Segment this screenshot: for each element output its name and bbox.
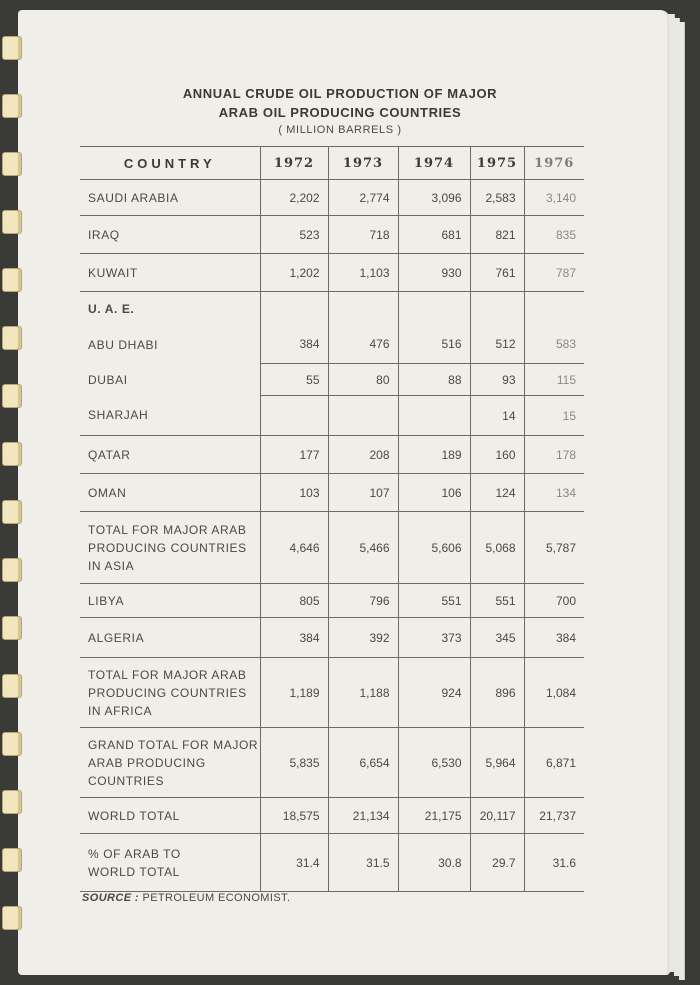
cell-value — [398, 292, 470, 326]
row-label: SAUDI ARABIA — [80, 180, 260, 216]
cell-value: 5,787 — [524, 512, 584, 584]
cell-value: 1,189 — [260, 658, 328, 728]
row-label: KUWAIT — [80, 254, 260, 292]
spiral-ring — [2, 848, 22, 872]
cell-value: 583 — [524, 326, 584, 364]
cell-value: 3,140 — [524, 180, 584, 216]
row-label-line: IN AFRICA — [88, 703, 153, 718]
cell-value: 6,530 — [398, 728, 470, 798]
cell-value: 1,188 — [328, 658, 398, 728]
cell-value: 21,737 — [524, 798, 584, 834]
row-label-line: ARAB PRODUCING — [88, 755, 206, 770]
cell-value: 516 — [398, 326, 470, 364]
row-label-line: GRAND TOTAL FOR MAJOR — [88, 737, 259, 752]
cell-value: 88 — [398, 364, 470, 396]
cell-value: 115 — [524, 364, 584, 396]
row-label-uae: U. A. E. — [80, 292, 260, 326]
row-label: QATAR — [80, 436, 260, 474]
cell-value: 15 — [524, 396, 584, 436]
cell-value: 718 — [328, 216, 398, 254]
cell-value: 2,774 — [328, 180, 398, 216]
table-row — [80, 254, 584, 292]
cell-value: 31.6 — [524, 834, 584, 892]
cell-value: 124 — [470, 474, 524, 512]
cell-value: 6,654 — [328, 728, 398, 798]
cell-value: 1,202 — [260, 254, 328, 292]
cell-value: 373 — [398, 618, 470, 658]
spiral-ring — [2, 906, 22, 930]
cell-value: 30.8 — [398, 834, 470, 892]
cell-value: 681 — [398, 216, 470, 254]
cell-value: 31.4 — [260, 834, 328, 892]
table-row — [80, 180, 584, 216]
cell-value: 160 — [470, 436, 524, 474]
spiral-ring — [2, 442, 22, 466]
header-row — [80, 147, 584, 180]
row-label-line: COUNTRIES — [88, 773, 165, 788]
row-label: OMAN — [80, 474, 260, 512]
row-label: WORLD TOTAL — [80, 798, 260, 834]
spiral-ring — [2, 558, 22, 582]
row-label — [80, 834, 260, 892]
cell-value: 551 — [470, 584, 524, 618]
spiral-ring — [2, 152, 22, 176]
cell-value: 5,606 — [398, 512, 470, 584]
table-row — [80, 474, 584, 512]
cell-value: 134 — [524, 474, 584, 512]
header-year: 1973 — [328, 147, 398, 180]
table-row — [80, 618, 584, 658]
cell-value: 512 — [470, 326, 524, 364]
spiral-ring — [2, 500, 22, 524]
cell-value: 551 — [398, 584, 470, 618]
spiral-ring — [2, 326, 22, 350]
cell-value — [470, 292, 524, 326]
spiral-ring — [2, 616, 22, 640]
cell-value: 3,096 — [398, 180, 470, 216]
cell-value: 106 — [398, 474, 470, 512]
cell-value: 6,871 — [524, 728, 584, 798]
cell-value — [260, 396, 328, 436]
table-row — [80, 396, 584, 436]
header-country: COUNTRY — [80, 147, 260, 180]
row-label: ABU DHABI — [88, 337, 159, 352]
table-row-total — [80, 658, 584, 728]
cell-value: 835 — [524, 216, 584, 254]
cell-value: 345 — [470, 618, 524, 658]
header-year: 1975 — [470, 147, 524, 180]
cell-value — [398, 396, 470, 436]
header-year: 1974 — [398, 147, 470, 180]
table-title-line1: ANNUAL CRUDE OIL PRODUCTION OF MAJOR — [182, 86, 498, 101]
row-label: SHARJAH — [88, 408, 149, 423]
table-row — [80, 216, 584, 254]
table-row-grand-total — [80, 728, 584, 798]
cell-value: 29.7 — [470, 834, 524, 892]
cell-value: 21,175 — [398, 798, 470, 834]
cell-value: 93 — [470, 364, 524, 396]
spiral-ring — [2, 210, 22, 234]
table-row — [80, 436, 584, 474]
cell-value — [328, 292, 398, 326]
cell-value: 821 — [470, 216, 524, 254]
cell-value: 20,117 — [470, 798, 524, 834]
row-label: IRAQ — [80, 216, 260, 254]
row-label-line: IN ASIA — [88, 558, 135, 573]
cell-value: 896 — [470, 658, 524, 728]
cell-value: 1,084 — [524, 658, 584, 728]
cell-value: 2,583 — [470, 180, 524, 216]
row-label — [80, 658, 260, 728]
cell-value: 796 — [328, 584, 398, 618]
cell-value: 384 — [524, 618, 584, 658]
cell-value — [328, 396, 398, 436]
oil-production-table — [80, 146, 584, 892]
cell-value: 189 — [398, 436, 470, 474]
cell-value: 384 — [260, 618, 328, 658]
cell-value: 107 — [328, 474, 398, 512]
table-row — [80, 326, 584, 364]
cell-value: 523 — [260, 216, 328, 254]
cell-value: 103 — [260, 474, 328, 512]
source-text: PETROLEUM ECONOMIST. — [142, 892, 291, 904]
source-note — [82, 892, 290, 904]
row-label-line: % OF ARAB TO — [88, 846, 181, 861]
cell-value — [524, 292, 584, 326]
spiral-ring — [2, 790, 22, 814]
cell-value: 21,134 — [328, 798, 398, 834]
cell-value: 5,068 — [470, 512, 524, 584]
table-subtitle: ( MILLION BARRELS ) — [278, 124, 402, 136]
row-label-line: PRODUCING COUNTRIES — [88, 685, 247, 700]
cell-value: 178 — [524, 436, 584, 474]
cell-value: 5,466 — [328, 512, 398, 584]
cell-value: 384 — [260, 326, 328, 364]
row-label-line: TOTAL FOR MAJOR ARAB — [88, 667, 247, 682]
cell-value: 805 — [260, 584, 328, 618]
header-year: 1972 — [260, 147, 328, 180]
cell-value: 1,103 — [328, 254, 398, 292]
row-label-line: WORLD TOTAL — [88, 864, 180, 879]
table-row-section — [80, 292, 584, 326]
cell-value — [260, 292, 328, 326]
cell-value: 700 — [524, 584, 584, 618]
cell-value: 476 — [328, 326, 398, 364]
cell-value: 18,575 — [260, 798, 328, 834]
cell-value: 761 — [470, 254, 524, 292]
table-row-world-total — [80, 798, 584, 834]
table-row — [80, 364, 584, 396]
row-label: ALGERIA — [80, 618, 260, 658]
table-row — [80, 584, 584, 618]
row-label: LIBYA — [80, 584, 260, 618]
row-label-line: PRODUCING COUNTRIES — [88, 540, 247, 555]
table-row-percentage — [80, 834, 584, 892]
cell-value: 5,835 — [260, 728, 328, 798]
spiral-ring — [2, 732, 22, 756]
cell-value: 31.5 — [328, 834, 398, 892]
cell-value: 14 — [470, 396, 524, 436]
source-label: SOURCE : — [82, 892, 139, 904]
row-label-line: TOTAL FOR MAJOR ARAB — [88, 522, 247, 537]
header-year: 1976 — [524, 147, 584, 180]
cell-value: 4,646 — [260, 512, 328, 584]
table-title-line2: ARAB OIL PRODUCING COUNTRIES — [218, 105, 462, 120]
cell-value: 924 — [398, 658, 470, 728]
spiral-ring — [2, 268, 22, 292]
cell-value: 392 — [328, 618, 398, 658]
spiral-ring — [2, 384, 22, 408]
cell-value: 930 — [398, 254, 470, 292]
row-label — [80, 512, 260, 584]
cell-value: 80 — [328, 364, 398, 396]
cell-value: 5,964 — [470, 728, 524, 798]
spiral-ring — [2, 674, 22, 698]
page-stack-edge — [679, 22, 685, 980]
row-label — [80, 728, 260, 798]
spiral-ring — [2, 36, 22, 60]
cell-value: 177 — [260, 436, 328, 474]
row-label: DUBAI — [88, 372, 128, 387]
table-row-total — [80, 512, 584, 584]
cell-value: 2,202 — [260, 180, 328, 216]
cell-value: 55 — [260, 364, 328, 396]
cell-value: 787 — [524, 254, 584, 292]
cell-value: 208 — [328, 436, 398, 474]
